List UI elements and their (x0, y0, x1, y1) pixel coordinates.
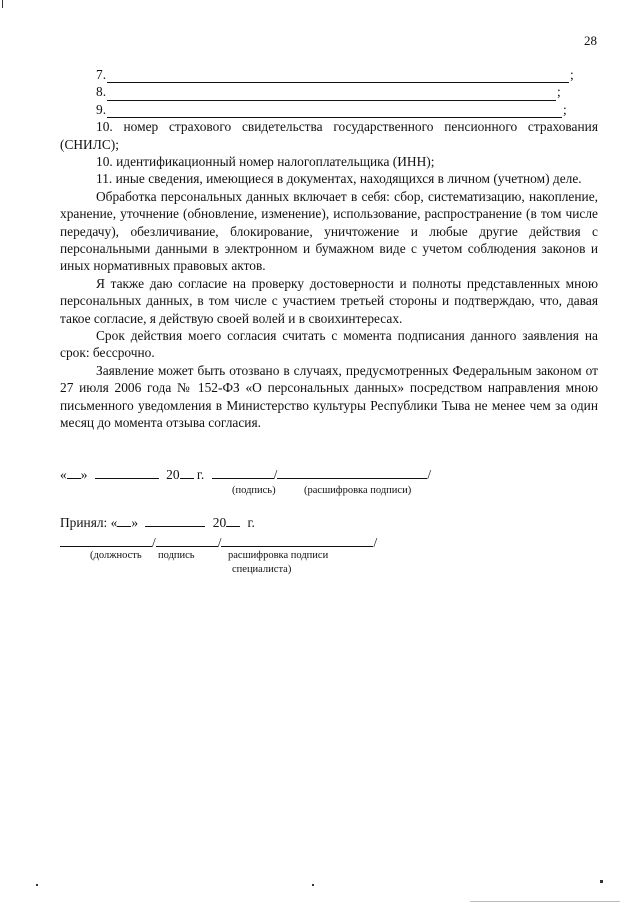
year-blank (226, 514, 240, 527)
blank-line (107, 70, 569, 83)
paragraph-other-info: 11. иные сведения, имеющиеся в документах, находящихся в личном (учетном) деле. (96, 171, 582, 187)
caption-specialist-signature: подпись (158, 550, 195, 561)
applicant-signature-row (60, 466, 431, 483)
open-quote: « (110, 515, 118, 530)
list-item-number: 8. (96, 84, 107, 100)
list-item-7 (96, 66, 598, 83)
caption-position: (должность (90, 550, 142, 561)
month-blank (145, 514, 205, 527)
list-item-8 (96, 83, 598, 100)
signature-blank (156, 534, 218, 547)
month-blank (95, 466, 159, 479)
caption-signature: (подпись) (232, 485, 276, 496)
decoding-blank (221, 534, 373, 547)
specialist-signature-row (60, 534, 377, 551)
day-blank (117, 514, 131, 527)
day-blank (67, 466, 81, 479)
blank-line (107, 105, 562, 118)
caption-decoding: (расшифровка подписи) (304, 485, 412, 496)
list-item-number: 7. (96, 66, 107, 82)
caption-specialist-decoding-2: специалиста) (232, 564, 292, 575)
year-suffix: г. (196, 467, 205, 482)
document-body (60, 66, 598, 431)
year-blank (180, 466, 194, 479)
accepted-by-row (60, 514, 255, 531)
year-prefix: 20 (166, 467, 180, 482)
list-item-number: 9. (96, 101, 107, 117)
paragraph-snils: 10. номер страхового свидетельства государственного пенсионного страхования (СНИЛС); (60, 119, 598, 152)
accepted-label: Принял: (60, 515, 108, 530)
page-number: 28 (584, 33, 597, 48)
slash: / (273, 467, 278, 482)
scan-speck (600, 880, 603, 883)
close-quote: » (131, 515, 139, 530)
list-item-end: ; (570, 66, 574, 82)
corner-mark (2, 0, 3, 8)
paragraph-revocation: Заявление может быть отозвано в случаях, предусмотренных Федеральным законом от 27 июля 2006 года № 152-ФЗ «О персональных данных» посредством направления мною письменного уведомления в Министерство культуры Республики Тыва не менее чем за один месяц до момента отзыва согласия. (60, 362, 598, 431)
slash: / (217, 535, 222, 550)
blank-line (107, 88, 556, 101)
position-blank (60, 534, 152, 547)
year-prefix: 20 (212, 515, 227, 530)
year-suffix: г. (247, 515, 255, 530)
slash: / (427, 467, 432, 482)
scan-speck (312, 884, 314, 886)
list-item-end: ; (563, 101, 567, 117)
list-item-end: ; (557, 84, 561, 100)
paragraph-inn: 10. идентификационный номер налогоплательщика (ИНН); (96, 153, 435, 169)
paragraph-processing: Обработка персональных данных включает в себя: сбор, систематизацию, накопление, хранение, уточнение (обновление, изменение), использование, распространение (в том числе передачу), обезличивание, блокирование, уничтожение и любые другие действия с персональными данными в электронном и бумажном виде с учетом соблюдения законов и иных нормативных правовых актов. (60, 188, 598, 274)
caption-specialist-decoding: расшифровка подписи (228, 550, 329, 561)
open-quote: « (60, 467, 67, 482)
slash: / (152, 535, 156, 550)
paragraph-verification-consent: Я также даю согласие на проверку достоверности и полноты представленных мною персональных данных, в том числе с участием третьей стороны и подтверждаю, что, давая такое согласие, я действую своей волей и в своихинтересах. (60, 275, 598, 326)
paragraph-validity: Срок действия моего согласия считать с момента подписания данного заявления на срок: бессрочно. (60, 328, 598, 361)
slash: / (373, 535, 378, 550)
decoding-blank (277, 466, 427, 479)
scan-edge-dots (470, 901, 620, 902)
scan-speck (36, 884, 38, 886)
list-item-9 (96, 101, 598, 118)
signature-blank (212, 466, 274, 479)
close-quote: » (80, 467, 88, 482)
